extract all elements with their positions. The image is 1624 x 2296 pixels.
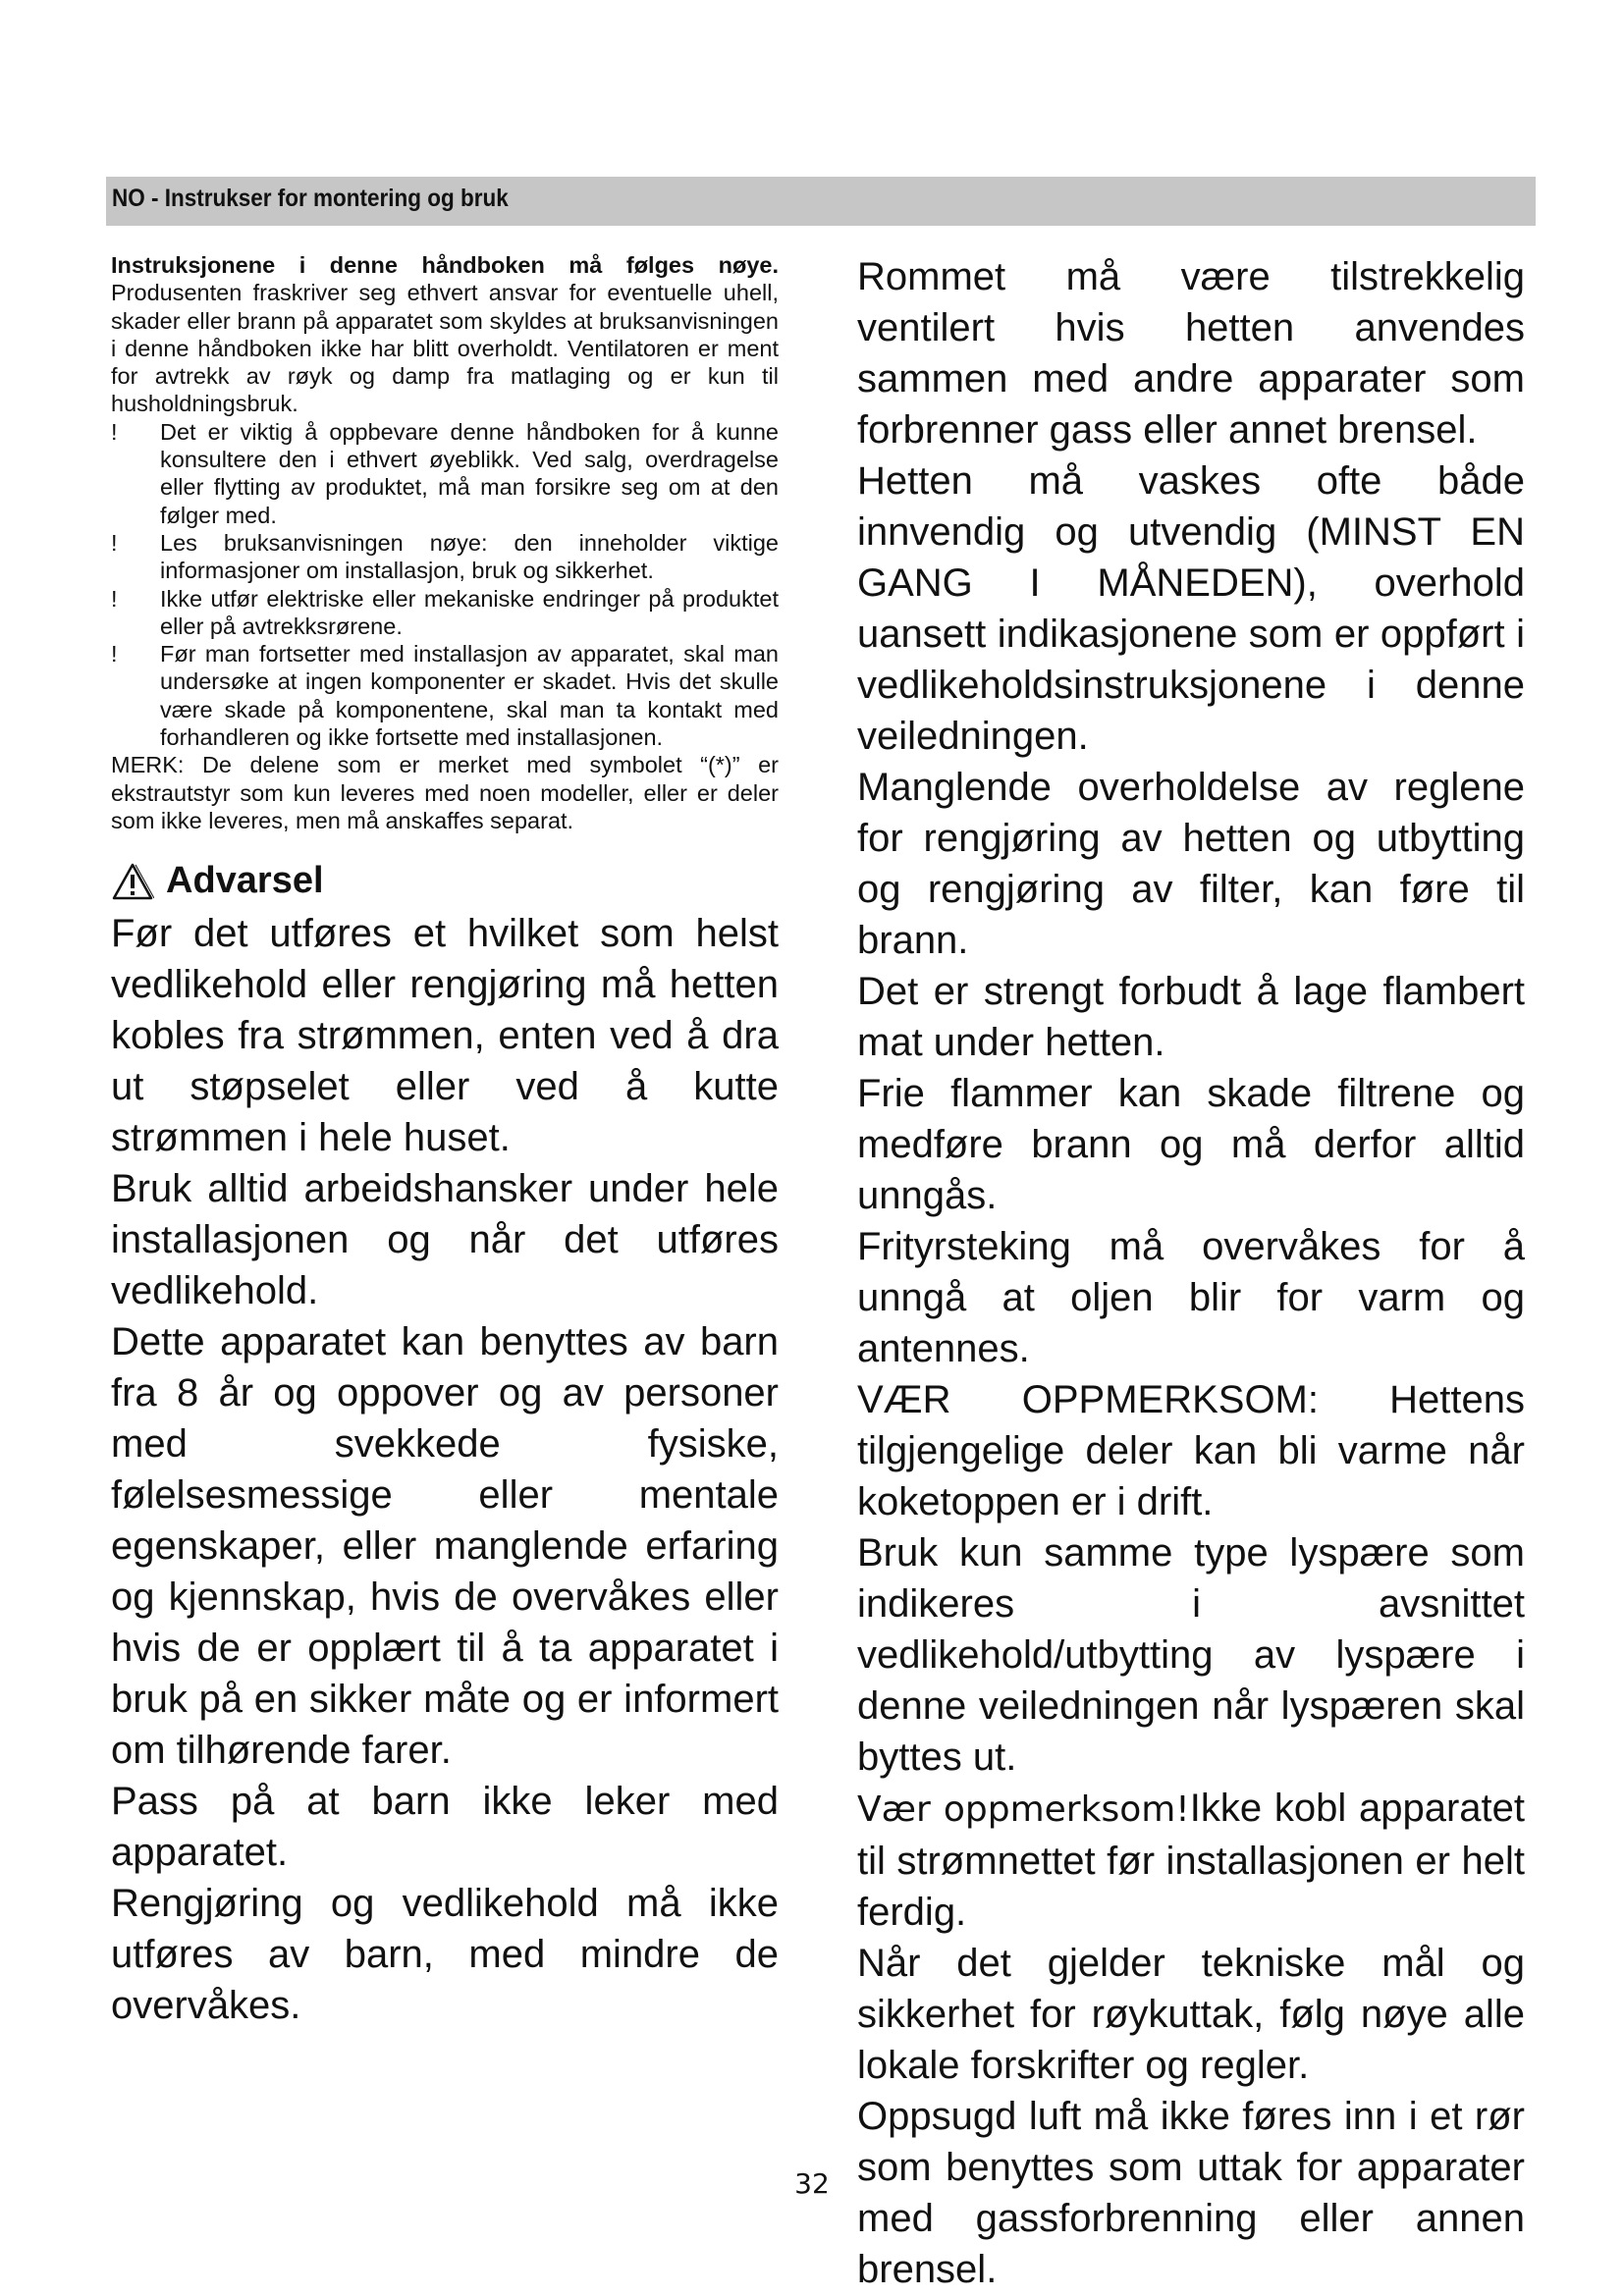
- safety-paragraph: Frie flammer kan skade filtrene og medføre brann og må derfor alltid unngås.: [857, 1072, 1525, 1217]
- exclamation-mark: !: [111, 641, 118, 667]
- intro-paragraph: [111, 251, 779, 418]
- bullet-text: Det er viktig å oppbevare denne håndboken for å kunne konsultere den i ethvert øyeblikk. Ved salg, overdragelse eller flytting av produktet, må man forsikre seg om at den følger med.: [160, 418, 779, 528]
- safety-paragraph: Manglende overholdelse av reglene for rengjøring av hetten og utbytting og rengjøring av filter, kan føre til brann.: [857, 766, 1525, 962]
- bullet-text: Les bruksanvisningen nøye: den inneholder viktige informasjoner om installasjon, bruk og sikkerhet.: [160, 529, 779, 584]
- safety-paragraph: Bruk kun samme type lyspære som indikeres i avsnittet vedlikehold/utbytting av lyspære i denne veiledningen når lyspæren skal byttes ut.: [857, 1531, 1525, 1779]
- intro-bold: Instruksjonene i denne håndboken må følges nøye.: [111, 252, 779, 278]
- warning-triangle-icon: [111, 862, 154, 901]
- exclamation-mark: !: [111, 585, 118, 612]
- warning-paragraph: Før det utføres et hvilket som helst vedlikehold eller rengjøring må hetten kobles fra strømmen, enten ved å dra ut støpselet eller ved å kutte strømmen i hele huset.: [111, 912, 779, 1160]
- bullet-item: [111, 585, 779, 641]
- intro-text: Produsenten fraskriver seg ethvert ansvar for eventuelle uhell, skader eller brann på apparatet som skyldes at bruksanvisningen i denne håndboken ikke har blitt overholdt. Ventilatoren er ment for avtrekk av røyk og damp fra matlaging og er kun til husholdningsbruk.: [111, 280, 779, 417]
- safety-paragraph: Rommet må være tilstrekkelig ventilert hvis hetten anvendes sammen med andre apparater som forbrenner gass eller annet brensel.: [857, 255, 1525, 452]
- warning-title: Advarsel: [166, 860, 324, 902]
- right-column: [857, 251, 1525, 2295]
- exclamation-mark: !: [111, 418, 118, 445]
- safety-paragraph: Hetten må vaskes ofte både innvendig og utvendig (MINST EN GANG I MÅNEDEN), overhold uansett indikasjonene som er oppført i vedlikeholdsinstruksjonene i denne veiledningen.: [857, 459, 1525, 758]
- page-number: 32: [794, 2167, 830, 2200]
- section-title: NO - Instrukser for montering og bruk: [112, 185, 509, 212]
- bullet-item: [111, 418, 779, 529]
- attention-label: Vær oppmerksom!: [857, 1789, 1190, 1830]
- warning-paragraph: Dette apparatet kan benyttes av barn fra 8 år og oppover og av personer med svekkede fysiske, følelsesmessige eller mentale egenskaper, eller manglende erfaring og kjennskap, hvis de overvåkes eller hvis de er opplært til å ta apparatet i bruk på en sikker måte og er informert om tilhørende farer.: [111, 1320, 779, 1773]
- safety-paragraph: Frityrsteking må overvåkes for å unngå at oljen blir for varm og antennes.: [857, 1225, 1525, 1370]
- bullet-text: Ikke utfør elektriske eller mekaniske endringer på produktet eller på avtrekksrørene.: [160, 585, 779, 639]
- safety-paragraph: VÆR OPPMERKSOM: Hettens tilgjengelige deler kan bli varme når koketoppen er i drift.: [857, 1378, 1525, 1523]
- left-column: [111, 251, 779, 2031]
- exclamation-mark: !: [111, 529, 118, 556]
- attention-text: Ikke kobl apparatet til strømnettet før installasjonen er helt ferdig.: [857, 1787, 1525, 1934]
- safety-paragraph: Når det gjelder tekniske mål og sikkerhet for røykuttak, følg nøye alle lokale forskrifter og regler.: [857, 1942, 1525, 2087]
- warning-paragraph: Pass på at barn ikke leker med apparatet.: [111, 1780, 779, 1875]
- safety-paragraph: Det er strengt forbudt å lage flambert mat under hetten.: [857, 970, 1525, 1064]
- warning-paragraph: Rengjøring og vedlikehold må ikke utføres av barn, med mindre de overvåkes.: [111, 1882, 779, 2028]
- warning-heading: [111, 860, 779, 902]
- bullet-text: Før man fortsetter med installasjon av apparatet, skal man undersøke at ingen komponenter er skadet. Hvis det skulle være skade på komponentene, skal man ta kontakt med forhandleren og ikke fortsette med installasjonen.: [160, 641, 779, 751]
- section-header: [106, 177, 1536, 226]
- attention-paragraph: [857, 1783, 1525, 1938]
- safety-paragraph: Oppsugd luft må ikke føres inn i et rør som benyttes som uttak for apparater med gassforbrenning eller annen brensel.: [857, 2095, 1525, 2291]
- bullet-item: [111, 529, 779, 585]
- note-paragraph: MERK: De delene som er merket med symbolet “(*)” er ekstrautstyr som kun leveres med noen modeller, eller er deler som ikke leveres, men må anskaffes separat.: [111, 752, 779, 833]
- bullet-item: [111, 640, 779, 751]
- warning-paragraph: Bruk alltid arbeidshansker under hele installasjonen og når det utføres vedlikehold.: [111, 1167, 779, 1313]
